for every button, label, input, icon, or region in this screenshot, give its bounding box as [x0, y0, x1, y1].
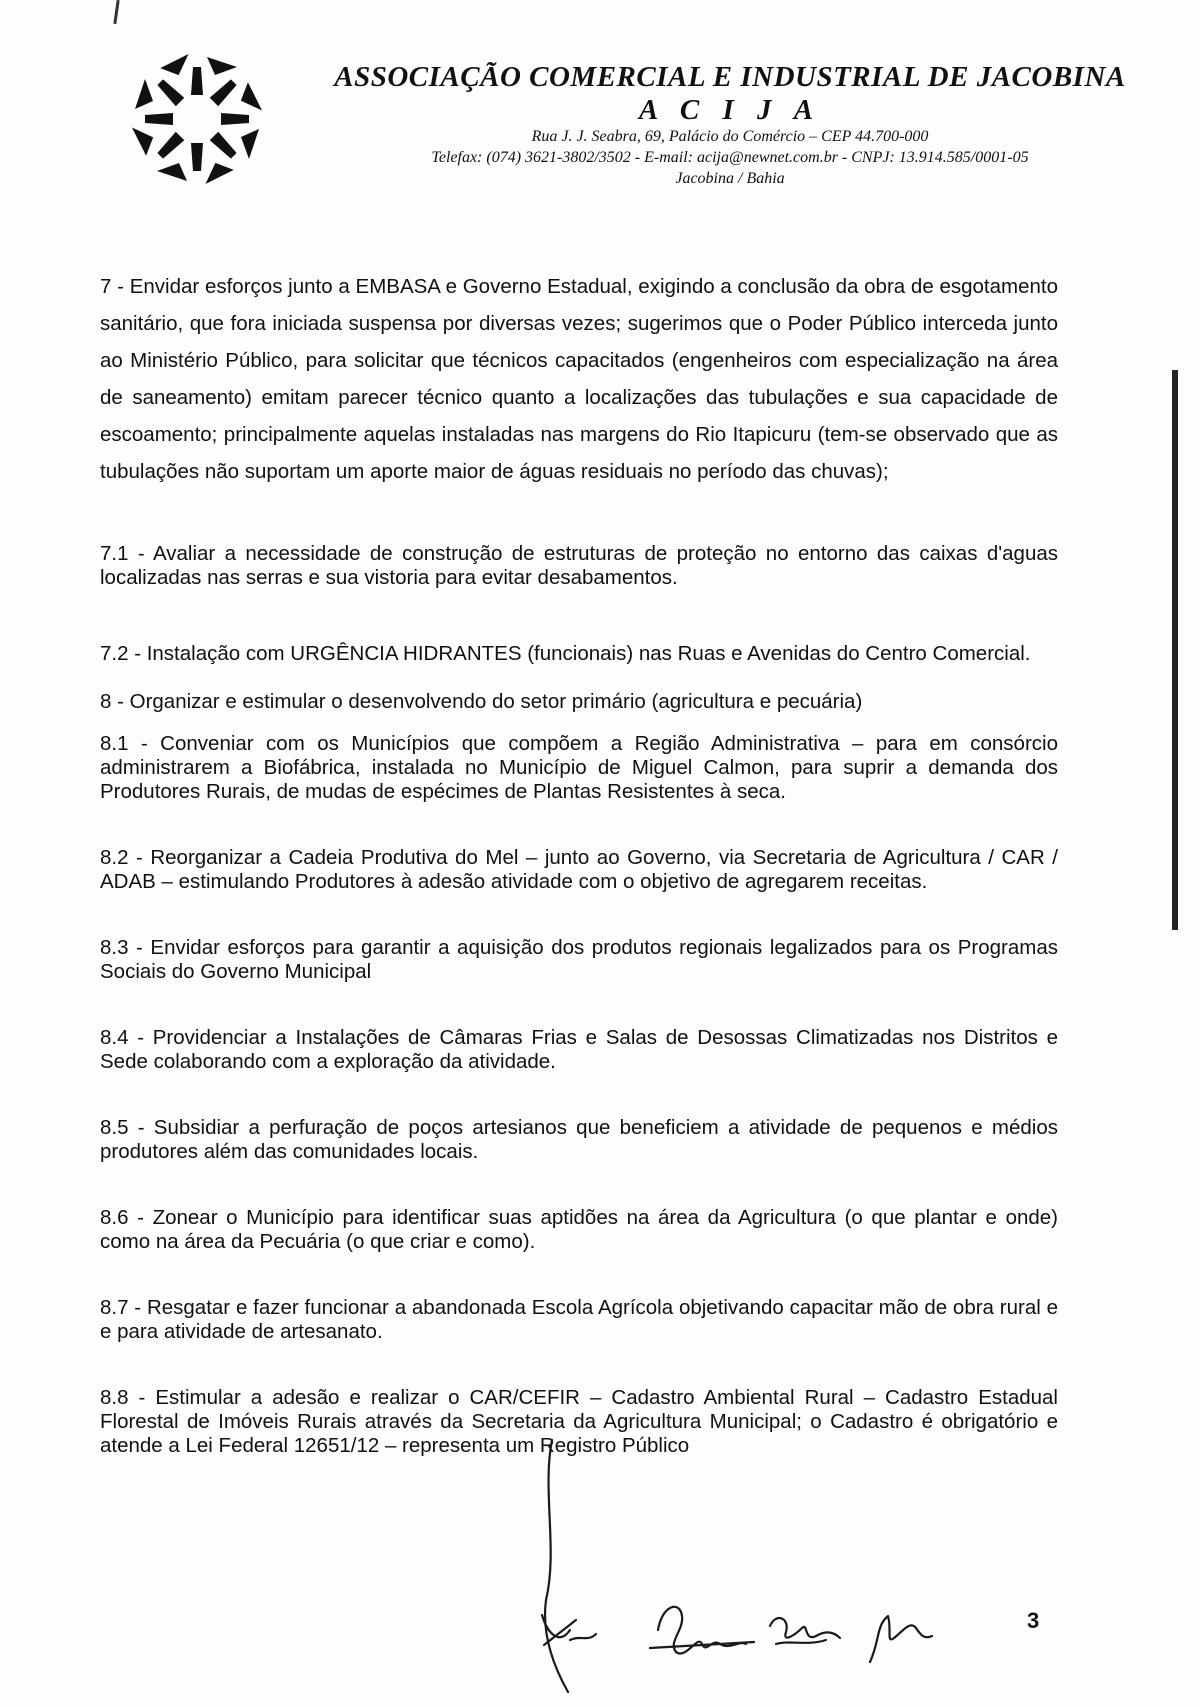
signature-stroke-vertical: [545, 1440, 568, 1692]
organization-name: ASSOCIAÇÃO COMERCIAL E INDUSTRIAL DE JACOBINA: [334, 61, 1126, 93]
document-body: [100, 268, 1058, 1458]
page-number: 3: [1027, 1608, 1040, 1633]
item-8-7: 8.7 - Resgatar e fazer funcionar a abandonada Escola Agrícola objetivando capacitar mão de obra rural e e para atividade de artesanato.: [100, 1296, 1058, 1343]
item-8-6: 8.6 - Zonear o Município para identificar suas aptidões na área da Agricultura (o que plantar e onde) como na área da Pecuária (o que criar e como).: [100, 1206, 1058, 1253]
item-7-1: 7.1 - Avaliar a necessidade de construção de estruturas de proteção no entorno das caixas d'aguas localizadas nas serras e sua vistoria para evitar desabamentos.: [100, 542, 1058, 589]
item-8: 8 - Organizar e estimular o desenvolvendo do setor primário (agricultura e pecuária): [100, 690, 863, 713]
contact-line: Telefax: (074) 3621-3802/3502 - E-mail: acija@newnet.com.br - CNPJ: 13.914.585/0001-05: [431, 149, 1029, 166]
item-8-3: 8.3 - Envidar esforços para garantir a aquisição dos produtos regionais legalizados para os Programas Sociais do Governo Municipal: [100, 936, 1058, 983]
scan-mark: [113, 0, 119, 24]
address-line: Rua J. J. Seabra, 69, Palácio do Comércio – CEP 44.700-000: [531, 128, 929, 145]
handwritten-signatures: [540, 1430, 1040, 1700]
city-line: Jacobina / Bahia: [675, 170, 785, 187]
organization-acronym: A C I J A: [638, 94, 822, 126]
item-8-4: 8.4 - Providenciar a Instalações de Câmaras Frias e Salas de Desossas Climatizadas nos Distritos e Sede colaborando com a exploração da atividade.: [100, 1026, 1058, 1073]
item-8-1: 8.1 - Conveniar com os Municípios que compõem a Região Administrativa – para em consórcio administrarem a Biofábrica, instalada no Município de Miguel Calmon, para suprir a demanda dos Produtores Rurais, de mudas de espécimes de Plantas Resistentes à seca.: [100, 732, 1058, 803]
letterhead: [330, 60, 1130, 189]
item-8-8: 8.8 - Estimular a adesão e realizar o CAR/CEFIR – Cadastro Ambiental Rural – Cadastro Estadual Florestal de Imóveis Rurais através da Secretaria da Agricultura Municipal; o Cadastro é obrigatório e atende a Lei Federal 12651/12 – representa um Registro Público: [100, 1386, 1058, 1457]
item-8-2: 8.2 - Reorganizar a Cadeia Produtiva do Mel – junto ao Governo, via Secretaria de Agricultura / CAR / ADAB – estimulando Produtores à adesão atividade com o objetivo de agregarem receitas.: [100, 846, 1058, 893]
scan-edge-bar: [1172, 370, 1178, 930]
acija-logo-icon: [112, 34, 282, 204]
item-7-2: 7.2 - Instalação com URGÊNCIA HIDRANTES (funcionais) nas Ruas e Avenidas do Centro Comercial.: [100, 642, 1031, 665]
item-8-5: 8.5 - Subsidiar a perfuração de poços artesianos que beneficiem a atividade de pequenos e médios produtores além das comunidades locais.: [100, 1116, 1058, 1163]
item-7: 7 - Envidar esforços junto a EMBASA e Governo Estadual, exigindo a conclusão da obra de esgotamento sanitário, que fora iniciada suspensa por diversas vezes; sugerimos que o Poder Público interceda junto ao Ministério Público, para solicitar que técnicos capacitados (engenheiros com especialização na área de saneamento) emitam parecer técnico quanto a localizações das tubulações e sua capacidade de escoamento; principalmente aquelas instaladas nas margens do Rio Itapicuru (tem-se observado que as tubulações não suportam um aporte maior de águas residuais no período das chuvas);: [100, 275, 1058, 483]
